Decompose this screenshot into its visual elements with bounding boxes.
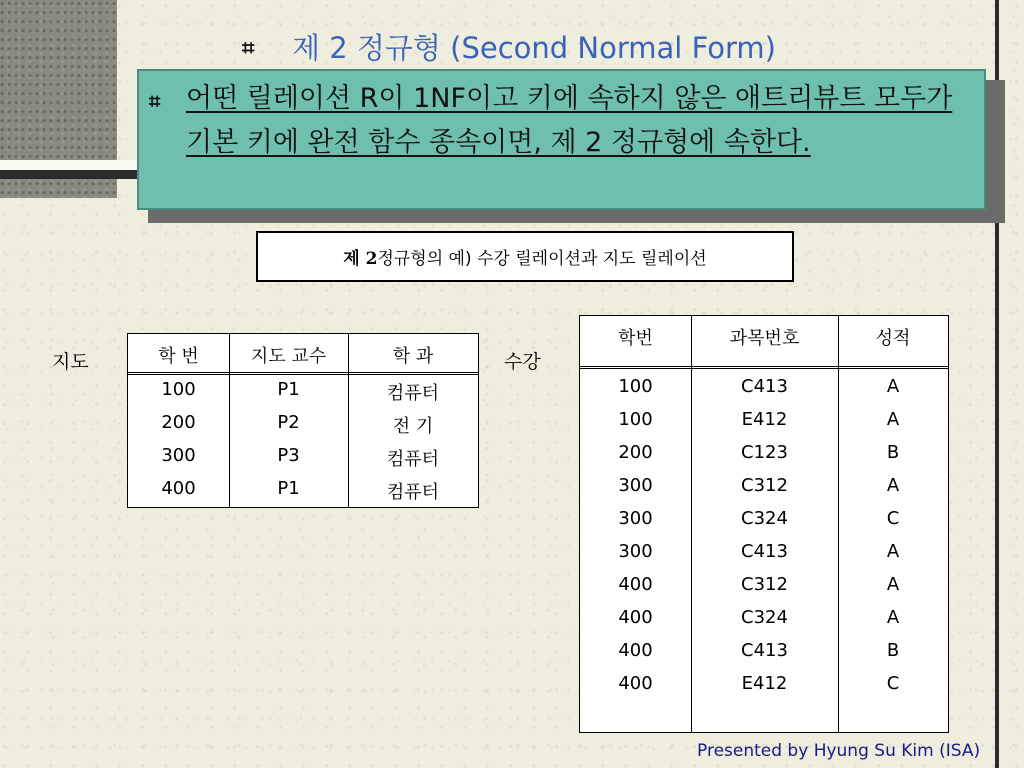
table-cell: 300 [618,541,653,562]
table-cell: B [886,640,900,661]
table-cell: P1 [277,478,300,499]
table-cell: 400 [618,640,653,661]
table-cell: 300 [618,475,653,496]
table-cell: C413 [741,376,788,397]
table-cell: 300 [618,508,653,529]
sugang-relation-label: 수강 [504,351,541,373]
table-cell: A [886,541,900,562]
table-cell: 400 [618,673,653,694]
table-cell: A [886,409,900,430]
table-cell: A [886,475,900,496]
table-cell: C324 [741,508,788,529]
jido-relation-label: 지도 [52,351,89,373]
table-cell: 200 [161,412,196,433]
table-cell: C413 [741,541,788,562]
table-cell: A [886,574,900,595]
column-header: 학 번 [158,346,199,367]
table-cell: 컴퓨터 [386,482,440,503]
table-cell: C413 [741,640,788,661]
table-cell: 컴퓨터 [386,449,440,470]
table-cell: C [886,508,900,529]
table-cell: 100 [618,409,653,430]
caption-prefix: 제 2 [343,249,378,269]
column-header: 지도 교수 [250,346,327,367]
caption-box [256,231,794,282]
table-cell: E412 [741,409,788,430]
table-cell: C312 [741,574,788,595]
decorative-light-band [0,160,137,170]
table-cell: P3 [277,445,300,466]
definition-box [137,69,986,210]
table-cell: 전 기 [392,416,434,437]
table-cell: P2 [277,412,300,433]
footer-credit: Presented by Hyung Su Kim (ISA) [697,741,981,761]
column-header: 과목번호 [729,328,800,349]
header-divider [128,372,478,375]
definition-bullet-icon: ⌗ [149,89,161,113]
definition-text: 어떤 릴레이션 R이 1NF이고 키에 속하지 않은 애트리뷰트 모두가 기본 키에 완전 함수 종속이면, 제 2 정규형에 속한다. [186,83,953,158]
table-cell: C312 [741,475,788,496]
table-cell: 400 [618,574,653,595]
header-divider [580,366,948,369]
slide-title: 제 2 정규형 (Second Normal Form) [292,31,776,65]
table-cell: 100 [161,379,196,400]
column-header: 학번 [618,328,653,349]
table-cell: 300 [161,445,196,466]
column-header: 학 과 [392,346,434,367]
table-cell: 400 [161,478,196,499]
table-cell: A [886,376,900,397]
decorative-dark-band [0,170,137,179]
table-cell: 컴퓨터 [386,383,440,404]
jido-table [127,333,479,508]
table-cell: C123 [741,442,788,463]
sugang-table [579,315,949,733]
caption-text: 정규형의 예) 수강 릴레이션과 지도 릴레이션 [377,249,707,269]
table-cell: P1 [277,379,300,400]
table-cell: 200 [618,442,653,463]
table-cell: A [886,607,900,628]
table-cell: C324 [741,607,788,628]
table-cell: C [886,673,900,694]
table-cell: E412 [741,673,788,694]
column-header: 성적 [875,328,911,349]
table-cell: 400 [618,607,653,628]
table-cell: 100 [618,376,653,397]
table-cell: B [886,442,900,463]
title-bullet-icon: ⌗ [242,36,255,61]
